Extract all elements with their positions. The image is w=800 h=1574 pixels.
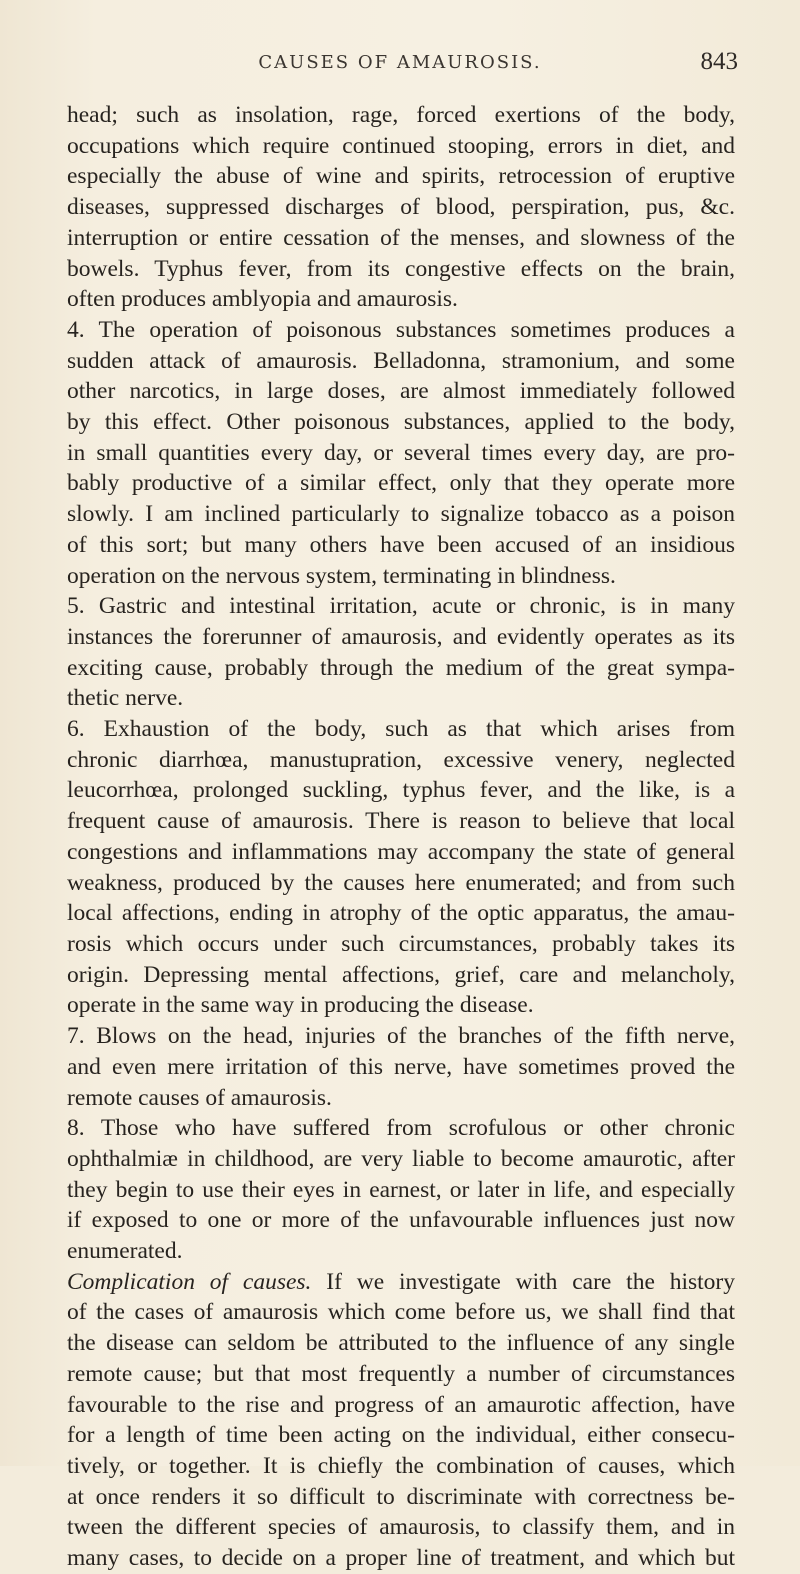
text-line: sudden attack of amaurosis. Belladonna, stramonium, and some (67, 347, 735, 374)
text-line-rest: If we investigate with care the history (326, 1268, 736, 1295)
text-line: bowels. Typhus fever, from its congestive effects on the brain, (67, 255, 735, 282)
text-line: many cases, to decide on a proper line of treatment, and which but (67, 1545, 735, 1572)
text-line: favourable to the rise and progress of an amaurotic affection, have (67, 1391, 735, 1418)
text-line: the disease can seldom be attributed to the influence of any single (67, 1330, 735, 1357)
text-line: of this sort; but many others have been accused of an insidious (67, 531, 735, 558)
text-line: often produces amblyopia and amaurosis. (67, 286, 458, 313)
text-line: operate in the same way in producing the disease. (67, 992, 534, 1019)
text-line: exciting cause, probably through the medium of the great sympa- (67, 654, 735, 681)
text-line: they begin to use their eyes in earnest, or later in life, and especially (67, 1176, 735, 1203)
text-line: 4. The operation of poisonous substances sometimes produces a (67, 316, 735, 343)
text-line: local affections, ending in atrophy of the optic apparatus, the amau- (67, 900, 735, 927)
text-line: if exposed to one or more of the unfavourable influences just now (67, 1207, 735, 1234)
text-line: origin. Depressing mental affections, grief, care and melancholy, (67, 961, 735, 988)
text-line: and even mere irritation of this nerve, have sometimes proved the (67, 1053, 735, 1080)
text-line: 5. Gastric and intestinal irritation, acute or chronic, is in many (67, 593, 735, 620)
text-line: of the cases of amaurosis which come before us, we shall find that (67, 1299, 735, 1326)
text-line: 7. Blows on the head, injuries of the branches of the fifth nerve, (67, 1023, 735, 1050)
text-line: head; such as insolation, rage, forced exertions of the body, (67, 102, 735, 128)
text-line: bably productive of a similar effect, only that they operate more (67, 470, 735, 497)
text-line: rosis which occurs under such circumstances, probably takes its (67, 930, 735, 957)
text-line: 8. Those who have suffered from scrofulous or other chronic (67, 1115, 735, 1142)
text-line: leucorrhœa, prolonged suckling, typhus fever, and the like, is a (67, 777, 735, 804)
body-text (67, 100, 735, 1574)
text-line: tively, or together. It is chiefly the combination of causes, which (67, 1452, 735, 1479)
text-line: ophthalmiæ in childhood, are very liable to become amaurotic, after (67, 1145, 735, 1172)
text-line: occupations which require continued stooping, errors in diet, and (67, 132, 735, 159)
text-line: by this effect. Other poisonous substances, applied to the body, (67, 409, 735, 436)
text-line: remote causes of amaurosis. (67, 1084, 332, 1111)
text-line: congestions and inflammations may accompany the state of general (67, 838, 735, 865)
text-line: in small quantities every day, or several times every day, are pro- (67, 439, 735, 466)
text-line: diseases, suppressed discharges of blood, perspiration, pus, &c. (67, 194, 735, 221)
page-number: 843 (700, 48, 738, 75)
text-line: at once renders it so difficult to discriminate with correctness be- (67, 1483, 735, 1510)
text-line: remote cause; but that most frequently a number of circumstances (67, 1360, 735, 1387)
text-line: interruption or entire cessation of the menses, and slowness of the (67, 224, 735, 251)
text-line: for a length of time been acting on the individual, either consecu- (67, 1422, 735, 1449)
text-line: especially the abuse of wine and spirits, retrocession of eruptive (67, 163, 735, 190)
text-line: tween the different species of amaurosis, to classify them, and in (67, 1514, 735, 1541)
text-line: slowly. I am inclined particularly to signalize tobacco as a poison (67, 501, 735, 528)
italic-heading: Complication of causes. (67, 1268, 312, 1295)
text-line: chronic diarrhœa, manustupration, excessive venery, neglected (67, 746, 735, 773)
text-line: enumerated. (67, 1238, 183, 1265)
running-head: CAUSES OF AMAUROSIS. (258, 52, 542, 73)
text-line: instances the forerunner of amaurosis, and evidently operates as its (67, 623, 735, 650)
text-line: weakness, produced by the causes here enumerated; and from such (67, 869, 735, 896)
text-line-with-heading (67, 1267, 735, 1298)
text-line: frequent cause of amaurosis. There is reason to believe that local (67, 808, 735, 835)
text-line: operation on the nervous system, terminating in blindness. (67, 562, 616, 589)
text-line: 6. Exhaustion of the body, such as that which arises from (67, 716, 735, 743)
text-line: other narcotics, in large doses, are almost immediately followed (67, 378, 735, 405)
page-header (0, 48, 800, 82)
text-line: thetic nerve. (67, 685, 184, 712)
